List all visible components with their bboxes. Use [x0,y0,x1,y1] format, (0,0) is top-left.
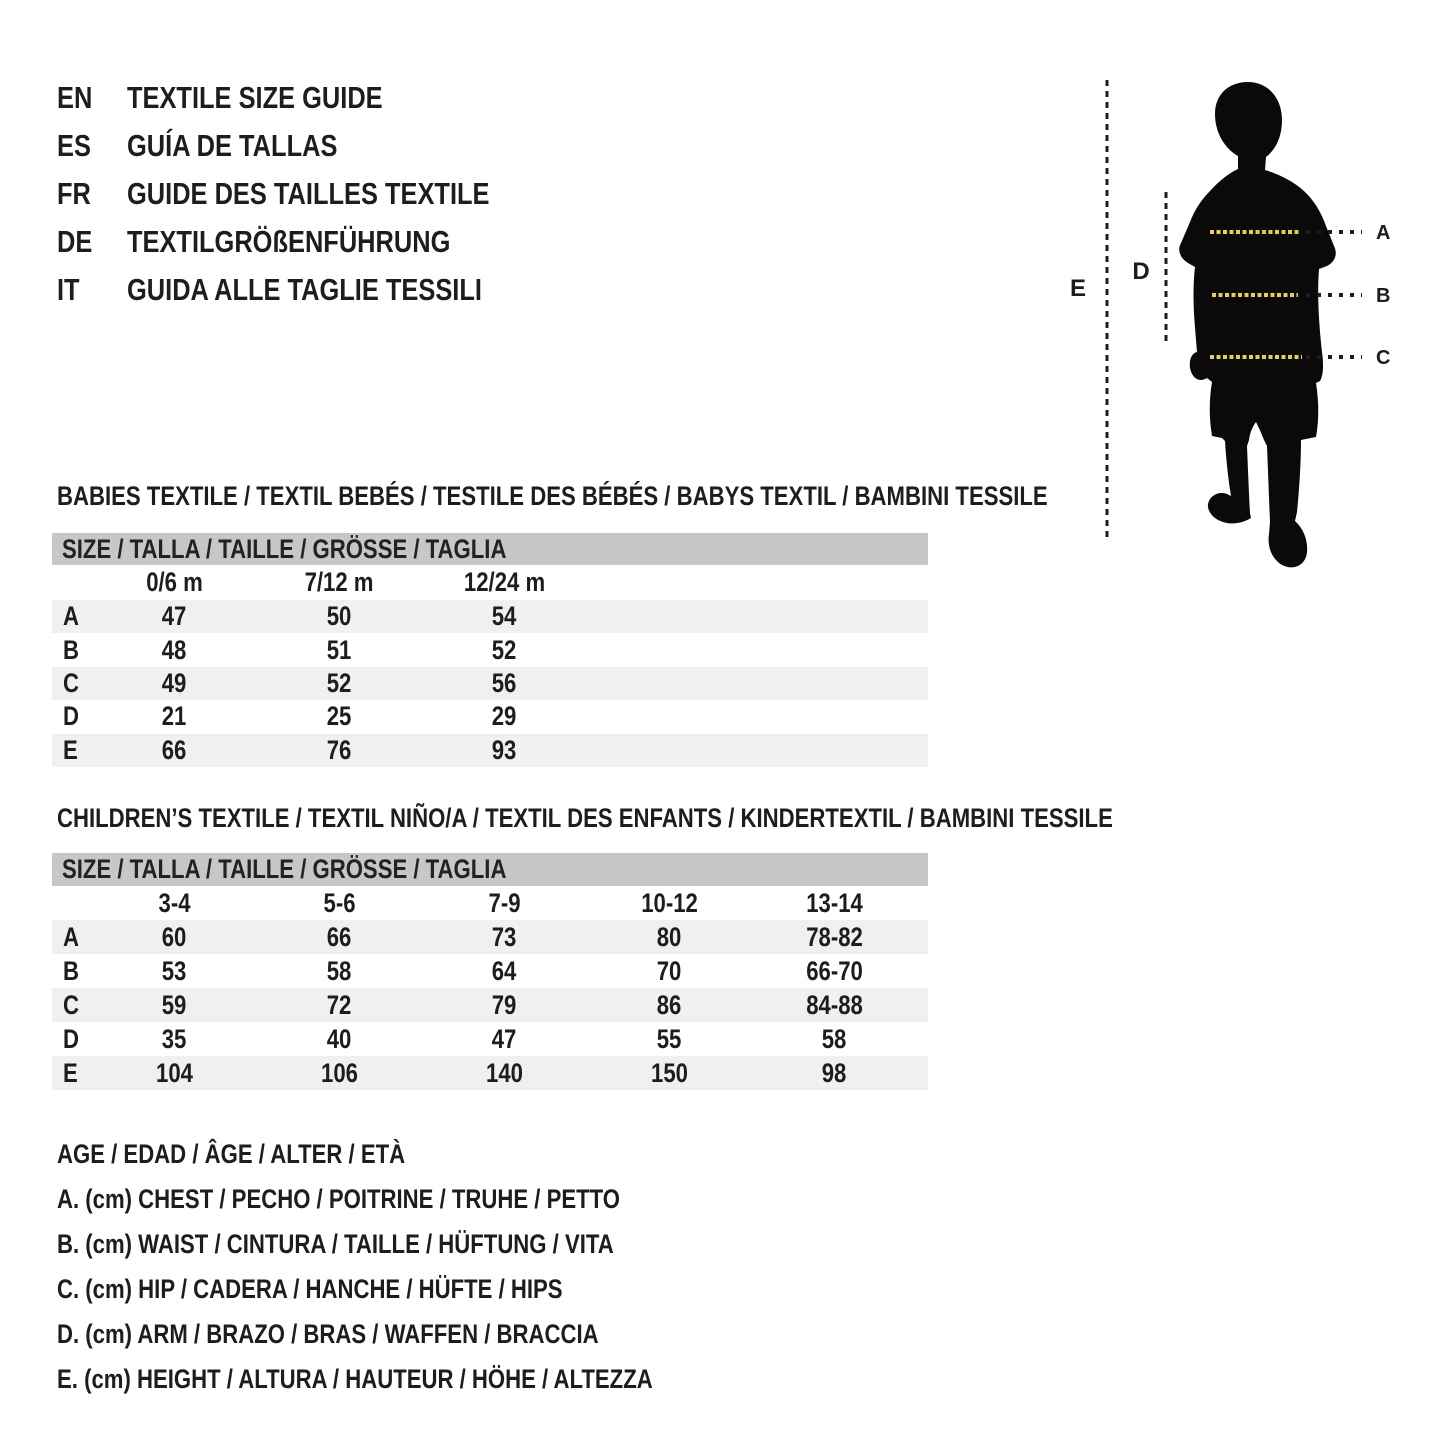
babies-col-12-24m: 12/24 m [463,567,546,597]
lang-title-fr: GUIDE DES TAILLES TEXTILE [127,176,490,211]
babies-col-0-6m: 0/6 m [146,567,203,597]
legend-waist: B. (cm) WAIST / CINTURA / TAILLE / HÜFTUNG / VITA [57,1229,614,1259]
lang-row-fr [57,170,569,218]
babies-col-7-12m: 7/12 m [305,567,374,597]
children-col-13-14: 13-14 [806,887,863,918]
table-row: B 48 51 52 [63,634,517,665]
legend-hip: C. (cm) HIP / CADERA / HANCHE / HÜFTE / HIPS [57,1274,563,1304]
lang-title-de: TEXTILGRÖßENFÜHRUNG [127,224,451,259]
lang-code-fr: FR [57,176,91,211]
lang-code-it: IT [57,272,80,307]
table-row: B 53 58 64 70 66-70 [63,955,863,986]
table-row: D 21 25 29 [63,701,517,732]
lang-row-en [57,74,569,122]
table-row: D 35 40 47 55 58 [63,1023,847,1054]
measurement-legend [57,1132,783,1402]
babies-section-title: BABIES TEXTILE / TEXTIL BEBÉS / TESTILE DES BÉBÉS / BABYS TEXTIL / BAMBINI TESSILE [57,480,1048,511]
figure-label-b: B [1376,285,1391,307]
legend-arm: D. (cm) ARM / BRAZO / BRAS / WAFFEN / BRACCIA [57,1319,599,1349]
table-row: A 47 50 54 [52,600,928,633]
children-size-header-bar: SIZE / TALLA / TAILLE / GRÖSSE / TAGLIA [52,853,928,886]
lang-title-it: GUIDA ALLE TAGLIE TESSILI [127,272,482,307]
lang-title-es: GUÍA DE TALLAS [127,128,338,163]
lang-code-es: ES [57,128,91,163]
language-title-block [57,74,569,314]
children-col-5-6: 5-6 [323,887,356,918]
table-row: E 104 106 140 150 98 [52,1056,928,1090]
table-row: C 59 72 79 86 84-88 [52,988,928,1022]
lang-code-de: DE [57,224,93,259]
lang-row-it [57,266,569,314]
table-row: A 60 66 73 80 78-82 [52,920,928,954]
table-row: E 66 76 93 [52,734,928,767]
figure-label-e: E [1069,275,1087,302]
table-row: C 49 52 56 [52,667,928,700]
figure-label-a: A [1376,222,1391,244]
legend-chest: A. (cm) CHEST / PECHO / POITRINE / TRUHE / PETTO [57,1184,620,1214]
figure-label-d: D [1132,258,1150,285]
babies-size-table [52,533,928,767]
children-column-header-row [52,886,928,920]
legend-height: E. (cm) HEIGHT / ALTURA / HAUTEUR / HÖHE / ALTEZZA [57,1364,653,1394]
babies-size-header-bar: SIZE / TALLA / TAILLE / GRÖSSE / TAGLIA [52,533,928,565]
babies-column-header-row [52,565,928,600]
children-col-10-12: 10-12 [641,887,698,918]
figure-label-c: C [1376,347,1391,369]
lang-title-en: TEXTILE SIZE GUIDE [127,80,383,115]
children-section-title: CHILDREN’S TEXTILE / TEXTIL NIÑO/A / TEXTIL DES ENFANTS / KINDERTEXTIL / BAMBINI TESSILE [57,802,1113,833]
lang-code-en: EN [57,80,93,115]
children-col-3-4: 3-4 [158,887,191,918]
lang-row-de [57,218,569,266]
children-size-table [52,853,928,1090]
lang-row-es [57,122,569,170]
legend-age: AGE / EDAD / ÂGE / ALTER / ETÀ [57,1139,406,1169]
children-col-7-9: 7-9 [488,887,521,918]
